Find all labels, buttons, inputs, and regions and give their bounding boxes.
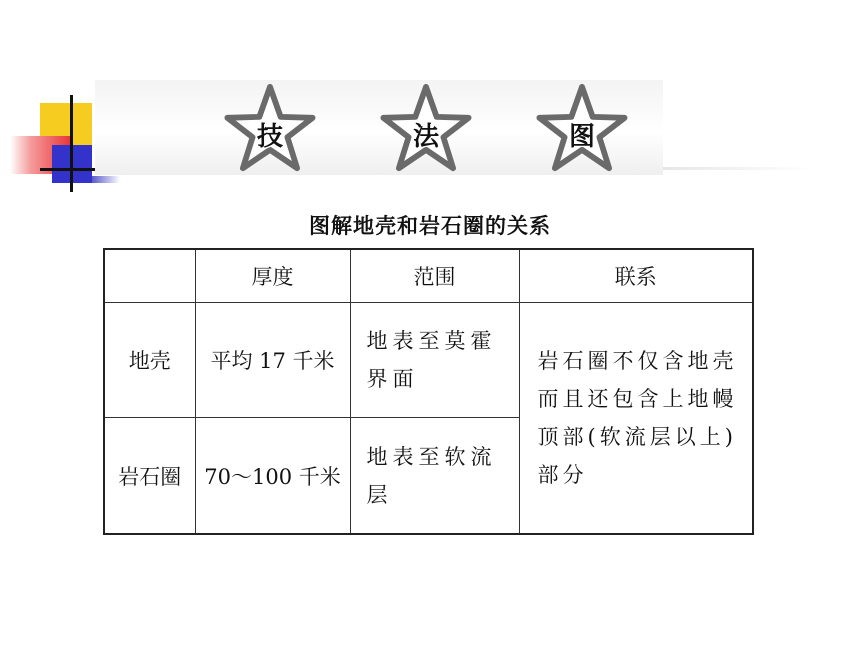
header-relation: 联系: [519, 249, 753, 303]
star-label: 法: [412, 122, 439, 152]
crust-lithosphere-table: [103, 248, 754, 535]
relation-cell: 岩石圈不仅含地壳而且还包含上地幔顶部(软流层以上)部分: [519, 303, 753, 535]
row-range: 地表至软流层: [350, 418, 519, 534]
star-badge-2: [377, 82, 475, 174]
star-label: 图: [568, 122, 595, 152]
row-name: 岩石圈: [104, 418, 195, 534]
table-title: 图解地壳和岩石圈的关系: [309, 214, 551, 238]
header-range: 范围: [350, 249, 519, 303]
decor-horizontal-line: [40, 168, 96, 171]
table-header-row: [104, 249, 753, 303]
header-empty: [104, 249, 195, 303]
row-range: 地表至莫霍界面: [350, 303, 519, 418]
banner-tail: [663, 167, 813, 170]
decor-blue-fade: [92, 176, 120, 183]
row-name: 地壳: [104, 303, 195, 418]
row-thickness: 70～100 千米: [195, 418, 350, 534]
header-thickness: 厚度: [195, 249, 350, 303]
table-row: [104, 303, 753, 418]
star-label: 技: [256, 122, 283, 152]
decor-vertical-line: [70, 95, 73, 192]
star-badge-1: [221, 82, 319, 174]
star-badge-3: [533, 82, 631, 174]
row-thickness: 平均 17 千米: [195, 303, 350, 418]
